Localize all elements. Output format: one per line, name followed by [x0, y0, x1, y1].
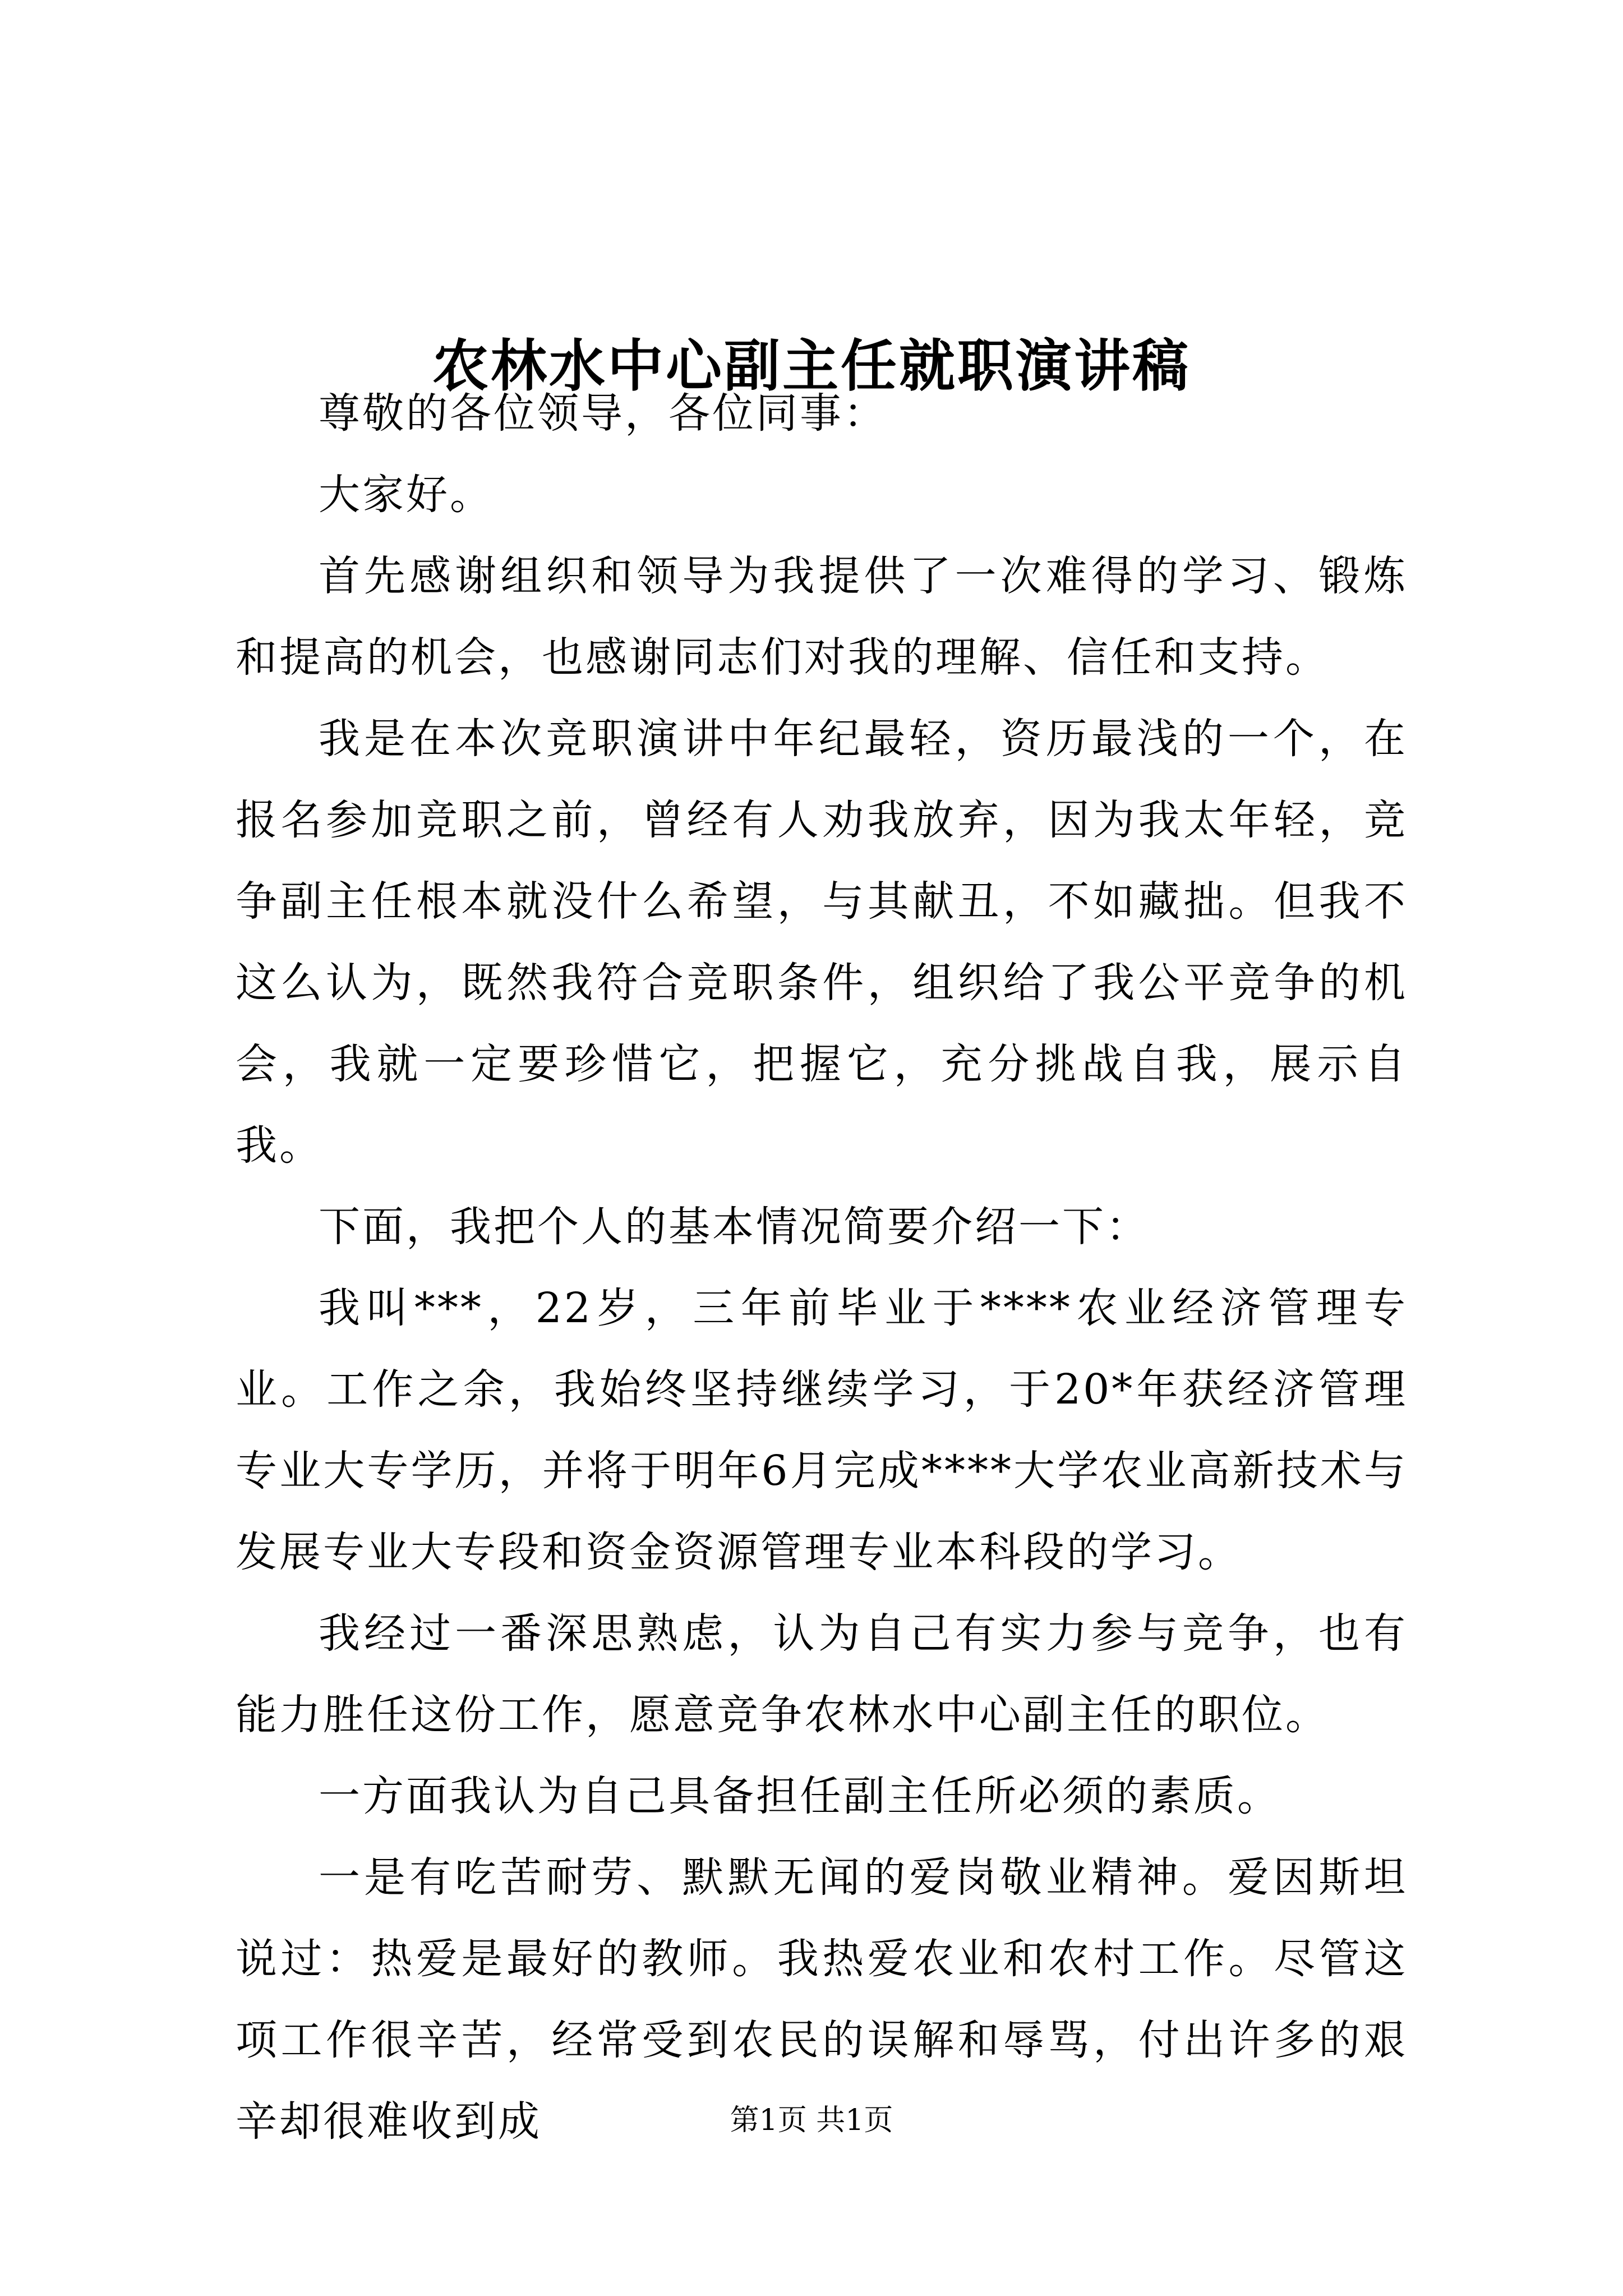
- document-body: [236, 373, 1408, 2162]
- paragraph: 尊敬的各位领导，各位同事：: [319, 389, 887, 438]
- document-title: 农林水中心副主任就职演讲稿: [432, 333, 1191, 399]
- paragraph: 一是有吃苦耐劳、默默无闻的爱岗敬业精神。爱因斯坦说过：热爱是最好的教师。我热爱农业和农村工作。尽管这项工作很辛苦，经常受到农民的误解和辱骂，付出许多的艰辛却很难收到成: [236, 1853, 1408, 2146]
- paragraph: 我经过一番深思熟虑，认为自己有实力参与竞争，也有能力胜任这份工作，愿意竞争农林水中心副主任的职位。: [236, 1609, 1408, 1739]
- paragraph: 首先感谢组织和领导为我提供了一次难得的学习、锻炼和提高的机会，也感谢同志们对我的理解、信任和支持。: [236, 552, 1408, 682]
- paragraph: 大家好。: [319, 471, 494, 519]
- paragraph: 下面，我把个人的基本情况简要介绍一下：: [319, 1203, 1150, 1251]
- page-footer: 第1页 共1页: [730, 2104, 893, 2137]
- paragraph: 一方面我认为自己具备担任副主任所必须的素质。: [319, 1772, 1281, 1820]
- paragraph: 我是在本次竞职演讲中年纪最轻，资历最浅的一个，在报名参加竞职之前，曾经有人劝我放弃，因为我太年轻，竞争副主任根本就没什么希望，与其献丑，不如藏拙。但我不这么认为，既然我符合竞职条件，组织给了我公平竞争的机会，我就一定要珍惜它，把握它，充分挑战自我，展示自我。: [236, 715, 1408, 1170]
- paragraph: 我叫***，22岁，三年前毕业于****农业经济管理专业。工作之余，我始终坚持继续学习，于20*年获经济管理专业大专学历，并将于明年6月完成****大学农业高新技术与发展专业大专段和资金资源管理专业本科段的学习。: [236, 1284, 1408, 1576]
